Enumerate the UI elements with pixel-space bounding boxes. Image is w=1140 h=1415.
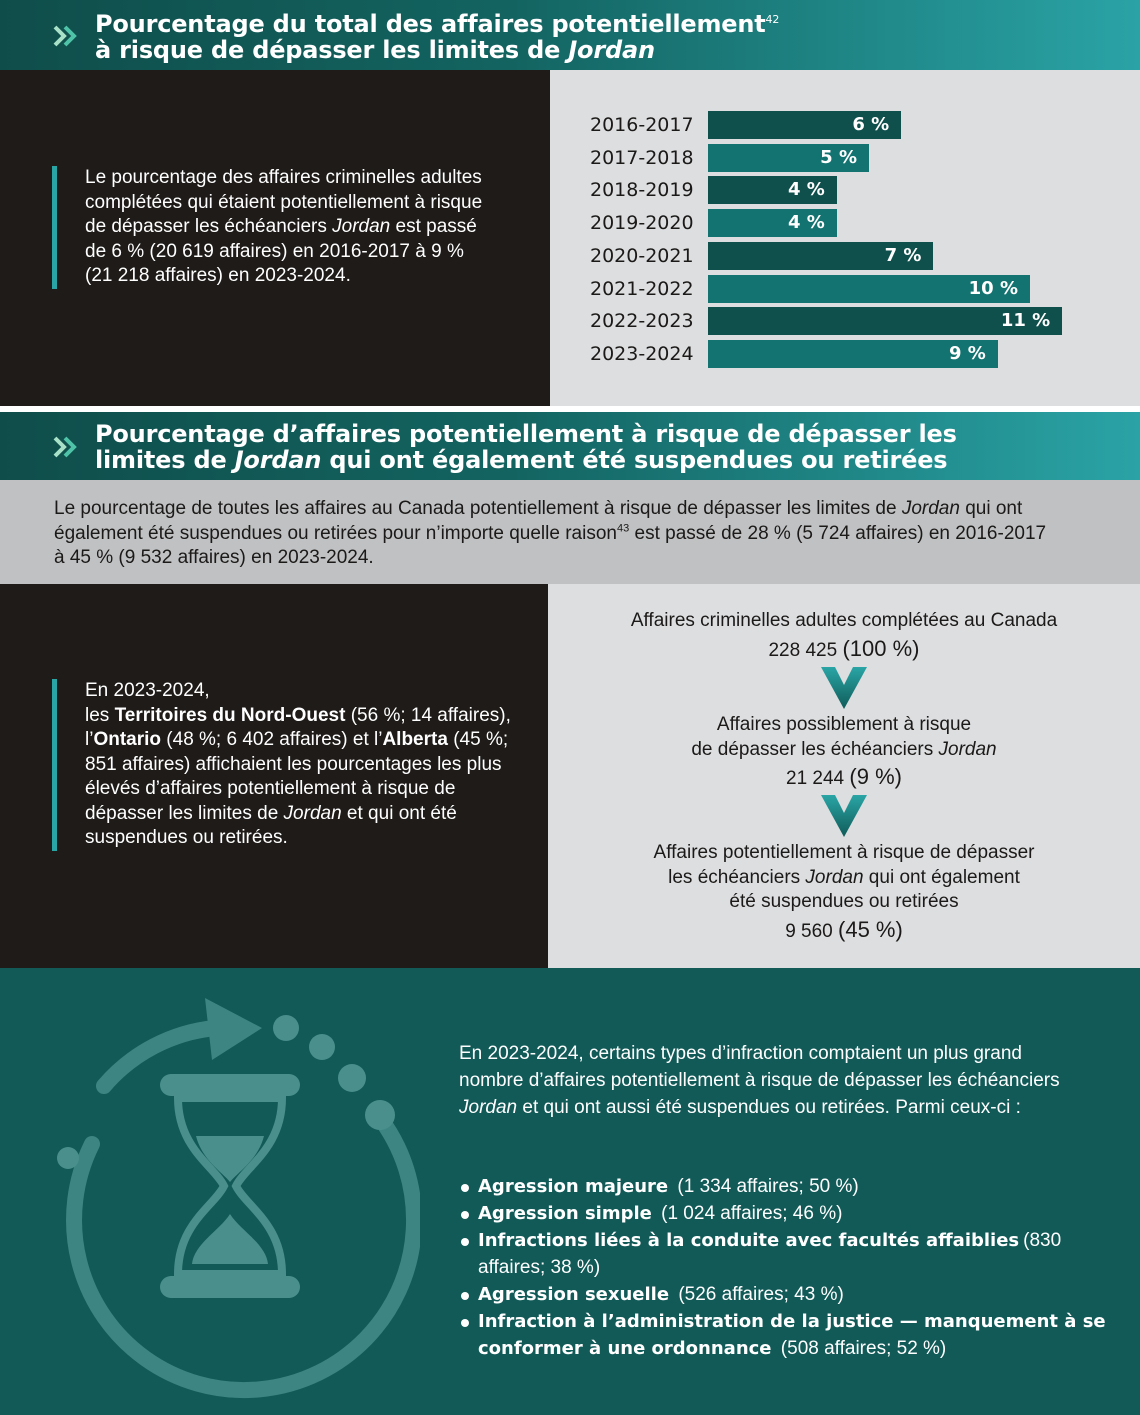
bar-value-label: 11 % (1000, 310, 1051, 332)
list-item: Agression simple (1 024 affaires; 46 %) (459, 1200, 1119, 1227)
bar-category-label: 2021-2022 (590, 277, 694, 300)
chevron-down-icon (821, 795, 867, 837)
bar-category-label: 2023-2024 (590, 342, 694, 365)
bar-category-label: 2017-2018 (590, 146, 694, 169)
bar-category-label: 2022-2023 (590, 310, 694, 333)
section2-quote: En 2023-2024, les Territoires du Nord-Ouest (56 %; 14 affaires), l’Ontario (48 %; 6 402 affaires) et l’Alberta (45 %; 851 affaires) affichaient les pourcentages les plus élevés d’affaires potentiellement à risque de dépasser les limites de Jordan et qui ont été suspendues ou retirées. (52, 679, 512, 851)
bar-value-label: 5 % (820, 146, 857, 168)
list-item: Agression sexuelle (526 affaires; 43 %) (459, 1281, 1119, 1308)
chevron-down-icon (821, 667, 867, 709)
bar (708, 275, 1030, 303)
flow-step-1: Affaires criminelles adultes complétées au Canada 228 425 (100 %) (630, 610, 1058, 661)
list-item: Agression majeure (1 334 affaires; 50 %) (459, 1173, 1119, 1200)
bar (708, 111, 901, 139)
bar-category-label: 2019-2020 (590, 212, 694, 235)
bar-value-label: 7 % (884, 244, 922, 266)
list-item: Infraction à l’administration de la justice — manquement à se conformer à une ordonnance (508 affaires; 52 %) (459, 1308, 1119, 1362)
bar-value-label: 9 % (948, 342, 986, 364)
section2-title: Pourcentage d’affaires potentiellement à risque de dépasser les limites de Jordan qui ont également été suspendues ou retirées (95, 420, 957, 474)
bar-category-label: 2020-2021 (590, 244, 694, 267)
bar-value-label: 10 % (968, 277, 1018, 299)
flow-step-2: Affaires possiblement à risque de dépasser les échéanciers Jordan 21 244 (9 %) (691, 714, 997, 789)
bar (708, 144, 869, 172)
bar (708, 209, 837, 237)
bar (708, 340, 998, 368)
offence-list (459, 1173, 1119, 1362)
bar (708, 242, 933, 270)
bar (708, 307, 1062, 335)
section2-intro-text: Le pourcentage de toutes les affaires au Canada potentiellement à risque de dépasser les limites de Jordan qui ont également été suspendues ou retirées pour n’importe quelle raison$^{43}$ est passé de 28 % (5 724 affaires) en 2016-2017 à 45 % (9 532 affaires) en 2023-2024. (54, 498, 1047, 568)
section1-header (0, 0, 1140, 70)
section1-quote: Le pourcentage des affaires criminelles adultes complétées qui étaient potentiellement à risque de dépasser les échéanciers Jordan est passé de 6 % (20 619 affaires) en 2016-2017 à 9 % (21 218 affaires) en 2023-2024. (52, 166, 492, 289)
bar-value-label: 4 % (787, 212, 825, 234)
section2-header (0, 412, 1140, 480)
list-item: Infractions liées à la conduite avec facultés affaiblies (830 affaires; 38 %) (459, 1227, 1119, 1281)
bar-category-label: 2018-2019 (590, 179, 694, 202)
bar (708, 176, 837, 204)
chevron-double-icon (52, 436, 80, 458)
bar-value-label: 4 % (787, 179, 825, 201)
section1-title: Pourcentage du total des affaires potentiellement$^{42}$ à risque de dépasser les limites de Jordan (95, 10, 780, 64)
bar-category-label: 2016-2017 (590, 114, 694, 136)
flow-step-3: Affaires potentiellement à risque de dépasser les échéanciers Jordan qui ont également été suspendues ou retirées 9 560 (45 %) (653, 842, 1035, 942)
section2-intro (0, 480, 1140, 584)
chevron-double-icon (52, 25, 80, 47)
section3-intro: En 2023-2024, certains types d’infraction comptaient un plus grand nombre d’affaires potentiellement à risque de dépasser les échéanciers Jordan et qui ont aussi été suspendues ou retirées. Parmi ceux-ci : (459, 1043, 1060, 1118)
bar-value-label: 6 % (852, 114, 890, 135)
hourglass-icon (0, 968, 420, 1415)
